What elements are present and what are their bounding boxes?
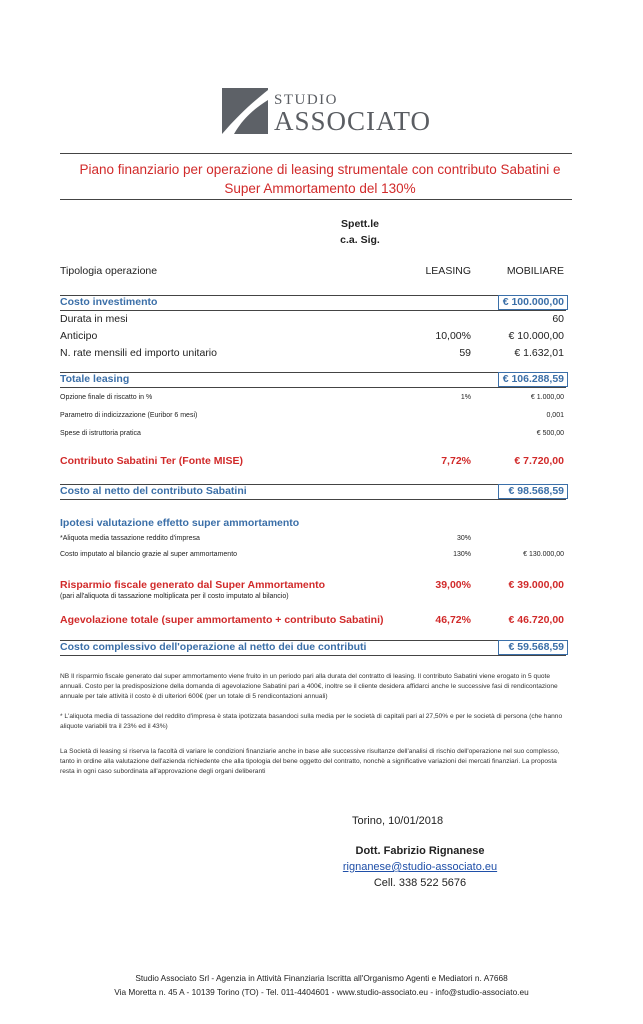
aliquota-label: *Aliquota media tassazione reddito d'impresa [60,535,200,542]
note-leasing: La Società di leasing si riserva la facoltà di variare le condizioni finanziarie anche in base alle successive risultanze dell'analisi di rischio dell'operazione nel suo complesso, tanto in ordine alla valutazione dell'azienda richiedente che alla tipologia del bene oggetto del contratto, nonchè a significative variazioni dei mercati finanziari. La proposta resta in ogni caso subordinata all'approvazione degli organi deliberanti [60,748,560,775]
durata-value: 60 [552,313,564,325]
row-rule [60,655,566,656]
contributo-pct: 7,72% [441,455,471,467]
agevolazione-value: € 46.720,00 [508,614,564,626]
aliquota-pct: 30% [456,535,471,542]
totale-leasing-value: € 106.288,59 [502,373,564,385]
header-label: Tipologia operazione [60,265,158,277]
header-col-mobiliare: MOBILIARE [506,265,564,277]
logo-text-studio: STUDIO [274,92,338,108]
place-date: Torino, 10/01/2018 [352,815,444,827]
title-bottom-rule [60,199,572,200]
recipient-line1: Spett.le [341,218,379,230]
costo-netto-value: € 98.568,59 [508,485,564,497]
anticipo-pct: 10,00% [435,330,471,342]
anticipo-label: Anticipo [60,330,98,342]
spese-label: Spese di istruttoria pratica [60,430,141,437]
risparmio-pct: 39,00% [435,579,471,591]
header-col-leasing: LEASING [425,265,471,277]
spese-value: € 500,00 [536,430,564,437]
note-aliquota: * L'aliquota media di tassazione del reddito d'impresa è stata ipotizzata basandoci sulla media per le società di capitali pari al 27,50% e per le società di persona (che hanno aliquote variabili tra il 23% ed il 43%) [60,713,563,730]
opzione-pct: 1% [460,394,471,401]
title-top-rule [60,153,572,154]
footer-line1: Studio Associato Srl - Agenzia in Attività Finanziaria Iscritta all'Organismo Agenti e Mediatori n. A7668 [135,973,508,983]
footer-line2: Via Moretta n. 45 A - 10139 Torino (TO) - Tel. 011-4404601 - www.studio-associato.eu - info@studio-associato.eu [114,987,529,997]
signature-phone: Cell. 338 522 5676 [373,877,467,889]
rate-count: 59 [459,347,471,359]
costo-imputato-pct: 130% [453,551,471,558]
risparmio-value: € 39.000,00 [508,579,564,591]
contributo-value: € 7.720,00 [514,455,564,467]
costo-netto-label: Costo al netto del contributo Sabatini [60,485,247,497]
parametro-value: 0,001 [546,412,564,419]
costo-complessivo-value: € 59.568,59 [508,641,564,653]
costo-investimento-value: € 100.000,00 [502,296,564,308]
opzione-label: Opzione finale di riscatto in % [60,394,153,401]
durata-label: Durata in mesi [60,313,128,325]
costo-imputato-label: Costo imputato al bilancio grazie al super ammortamento [60,551,238,558]
logo-text-associato: ASSOCIATO [274,106,432,136]
agevolazione-label: Agevolazione totale (super ammortamento + contributo Sabatini) [60,614,384,626]
row-rule [60,310,566,311]
costo-complessivo-label: Costo complessivo dell'operazione al netto dei due contributi [60,641,367,653]
parametro-label: Parametro di indicizzazione (Euribor 6 mesi) [60,412,198,419]
agevolazione-pct: 46,72% [435,614,471,626]
signature-email-link[interactable]: rignanese@studio-associato.eu [342,861,498,873]
logo-swoosh-icon [222,88,268,134]
rate-label: N. rate mensili ed importo unitario [60,347,217,359]
row-rule [60,372,566,373]
anticipo-value: € 10.000,00 [508,330,564,342]
costo-imputato-value: € 130.000,00 [523,551,564,558]
costo-investimento-label: Costo investimento [60,296,158,308]
recipient-line2: c.a. Sig. [340,234,380,246]
row-rule [60,499,566,500]
risparmio-label: Risparmio fiscale generato dal Super Ammortamento [60,579,326,591]
opzione-value: € 1.000,00 [530,394,564,401]
signature-name: Dott. Fabrizio Rignanese [355,845,485,857]
ipotesi-label: Ipotesi valutazione effetto super ammortamento [60,517,300,529]
studio-associato-logo [222,88,432,136]
document-title: Piano finanziario per operazione di leasing strumentale con contributo Sabatini e Super Ammortamento del 130% [79,162,561,196]
rate-value: € 1.632,01 [514,347,564,359]
totale-leasing-label: Totale leasing [60,373,130,385]
note-nb: NB Il risparmio fiscale generato dal super ammortamento viene fruito in un periodo pari alla durata del contratto di leasing. Il contributo Sabatini viene erogato in 5 quote annuali. Costo per la predisposizione della domanda di agevolazione Sabatini pari a 400€, inoltre se il cliente desidera affidarci anche le successive fasi di rendicontazione annuale per tale attività il costo è di ulteriori 600€ (per un totale di 5 rendicontazioni annuali) [60,673,558,700]
contributo-label: Contributo Sabatini Ter (Fonte MISE) [60,455,243,467]
row-rule [60,387,566,388]
risparmio-sub: (pari all'aliquota di tassazione moltiplicata per il costo imputato al bilancio) [60,593,289,600]
